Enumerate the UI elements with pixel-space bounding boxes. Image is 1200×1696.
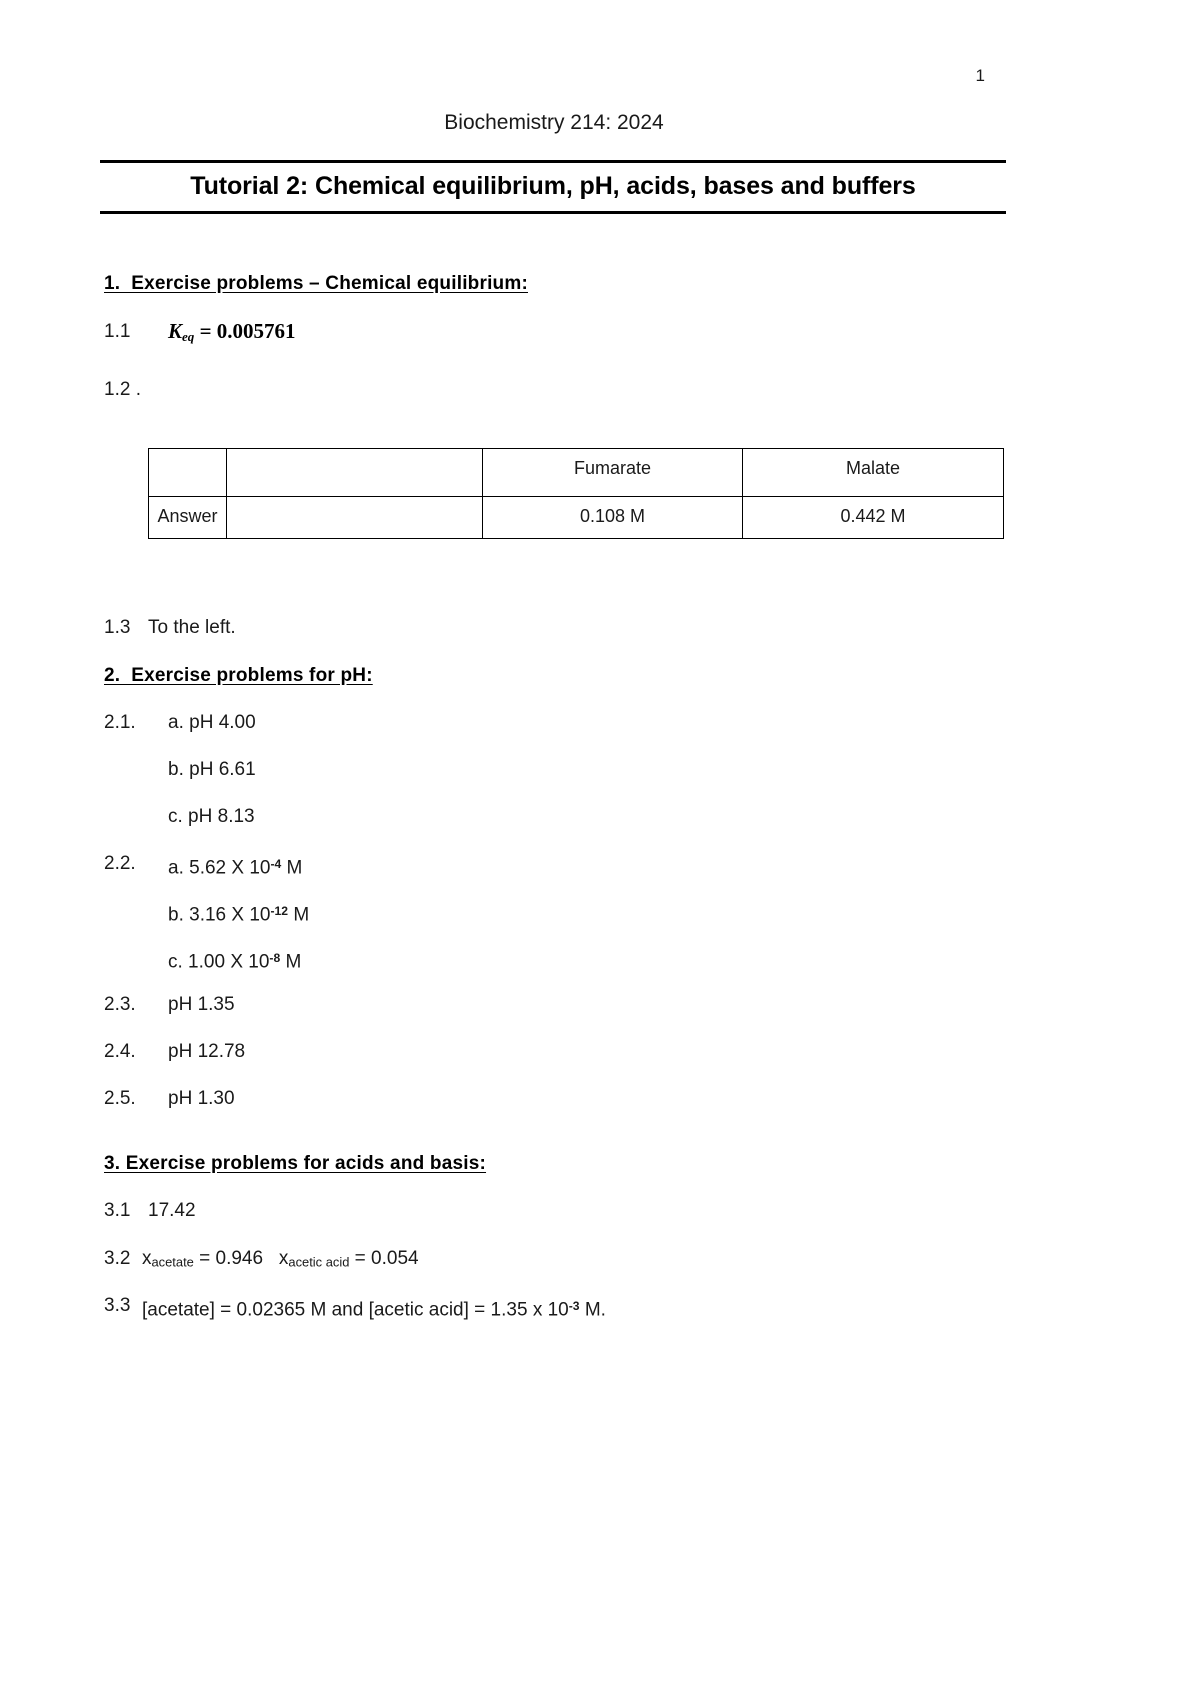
item-number-2-4: 2.4. xyxy=(104,1041,136,1062)
item-number-3-2: 3.2 xyxy=(104,1248,131,1269)
item-number-1-3: 1.3 xyxy=(104,617,131,638)
answer-3-3-unit: M. xyxy=(579,1299,606,1321)
table-header-cell-malate: Malate xyxy=(743,449,1004,497)
section-heading-3: 3. Exercise problems for acids and basis: xyxy=(104,1153,487,1174)
answer-table xyxy=(148,448,1004,539)
table-row xyxy=(149,497,1004,539)
mole-fraction-acetate-symbol: x xyxy=(142,1248,152,1269)
item-answer-2-2-b xyxy=(168,899,309,927)
page-number: 1 xyxy=(975,66,985,85)
answer-2-2-b-unit: M xyxy=(288,904,310,926)
answer-2-2-a-unit: M xyxy=(281,857,303,879)
item-answer-2-5: pH 1.30 xyxy=(168,1088,235,1109)
answer-2-2-a-base: a. 5.62 X 10 xyxy=(168,857,271,879)
item-answer-1-3: To the left. xyxy=(148,617,236,638)
item-number-3-1: 3.1 xyxy=(104,1200,131,1221)
item-answer-2-2-a xyxy=(168,852,302,880)
item-answer-2-1-a: a. pH 4.00 xyxy=(168,712,256,733)
item-number-2-5: 2.5. xyxy=(104,1088,136,1109)
mole-fraction-acetic-acid-value: = 0.054 xyxy=(349,1248,419,1269)
table-cell-malate-value: 0.442 M xyxy=(743,497,1004,539)
item-answer-2-1-b: b. pH 6.61 xyxy=(168,759,256,780)
item-number-2-2: 2.2. xyxy=(104,853,136,874)
answer-2-2-c-base: c. 1.00 X 10 xyxy=(168,951,270,973)
table-cell-fumarate-value: 0.108 M xyxy=(483,497,743,539)
answer-3-3-base: [acetate] = 0.02365 M and [acetic acid] = 1.35 x 10 xyxy=(142,1299,569,1321)
answer-3-3-exponent: -3 xyxy=(568,1299,580,1313)
item-answer-2-1-c: c. pH 8.13 xyxy=(168,806,255,827)
mole-fraction-acetate-value: = 0.946 xyxy=(193,1248,264,1269)
item-answer-2-2-c xyxy=(168,946,301,974)
item-number-3-3: 3.3 xyxy=(104,1295,131,1316)
item-answer-2-3: pH 1.35 xyxy=(168,994,235,1015)
mole-fraction-acetate-subscript: acetate xyxy=(151,1254,194,1270)
table-cell-answer-label: Answer xyxy=(149,497,227,539)
item-answer-3-3 xyxy=(142,1294,606,1322)
item-answer-3-2 xyxy=(142,1247,419,1274)
item-number-1-1: 1.1 xyxy=(104,321,131,342)
item-answer-3-1: 17.42 xyxy=(148,1200,196,1221)
answer-2-2-a-exponent: -4 xyxy=(270,857,282,871)
item-answer-2-4: pH 12.78 xyxy=(168,1041,246,1062)
keq-symbol: K xyxy=(168,319,183,343)
keq-subscript: eq xyxy=(182,328,195,344)
table-header-cell-fumarate: Fumarate xyxy=(483,449,743,497)
section-heading-1: 1. Exercise problems – Chemical equilibrium: xyxy=(104,273,528,294)
answer-2-2-b-base: b. 3.16 X 10 xyxy=(168,904,271,926)
table-header-row xyxy=(149,449,1004,497)
item-number-1-2: 1.2 . xyxy=(104,379,141,400)
table-header-cell-blank-2 xyxy=(227,449,483,497)
answer-2-2-c-unit: M xyxy=(280,951,302,973)
answer-2-2-c-exponent: -8 xyxy=(269,951,281,965)
course-heading: Biochemistry 214: 2024 xyxy=(444,111,664,134)
table-cell-blank xyxy=(227,497,483,539)
title-band xyxy=(100,160,1006,214)
item-number-2-3: 2.3. xyxy=(104,994,136,1015)
mole-fraction-acetic-acid-subscript: acetic acid xyxy=(288,1254,350,1270)
keq-value: = 0.005761 xyxy=(194,319,296,343)
item-answer-1-1 xyxy=(168,319,296,349)
mole-fraction-acetic-acid-symbol: x xyxy=(278,1248,289,1269)
answer-2-2-b-exponent: -12 xyxy=(270,904,289,918)
section-heading-2: 2. Exercise problems for pH: xyxy=(104,665,373,686)
table-header-cell-blank-1 xyxy=(149,449,227,497)
page-title: Tutorial 2: Chemical equilibrium, pH, acids, bases and buffers xyxy=(190,172,916,200)
item-number-2-1: 2.1. xyxy=(104,712,136,733)
